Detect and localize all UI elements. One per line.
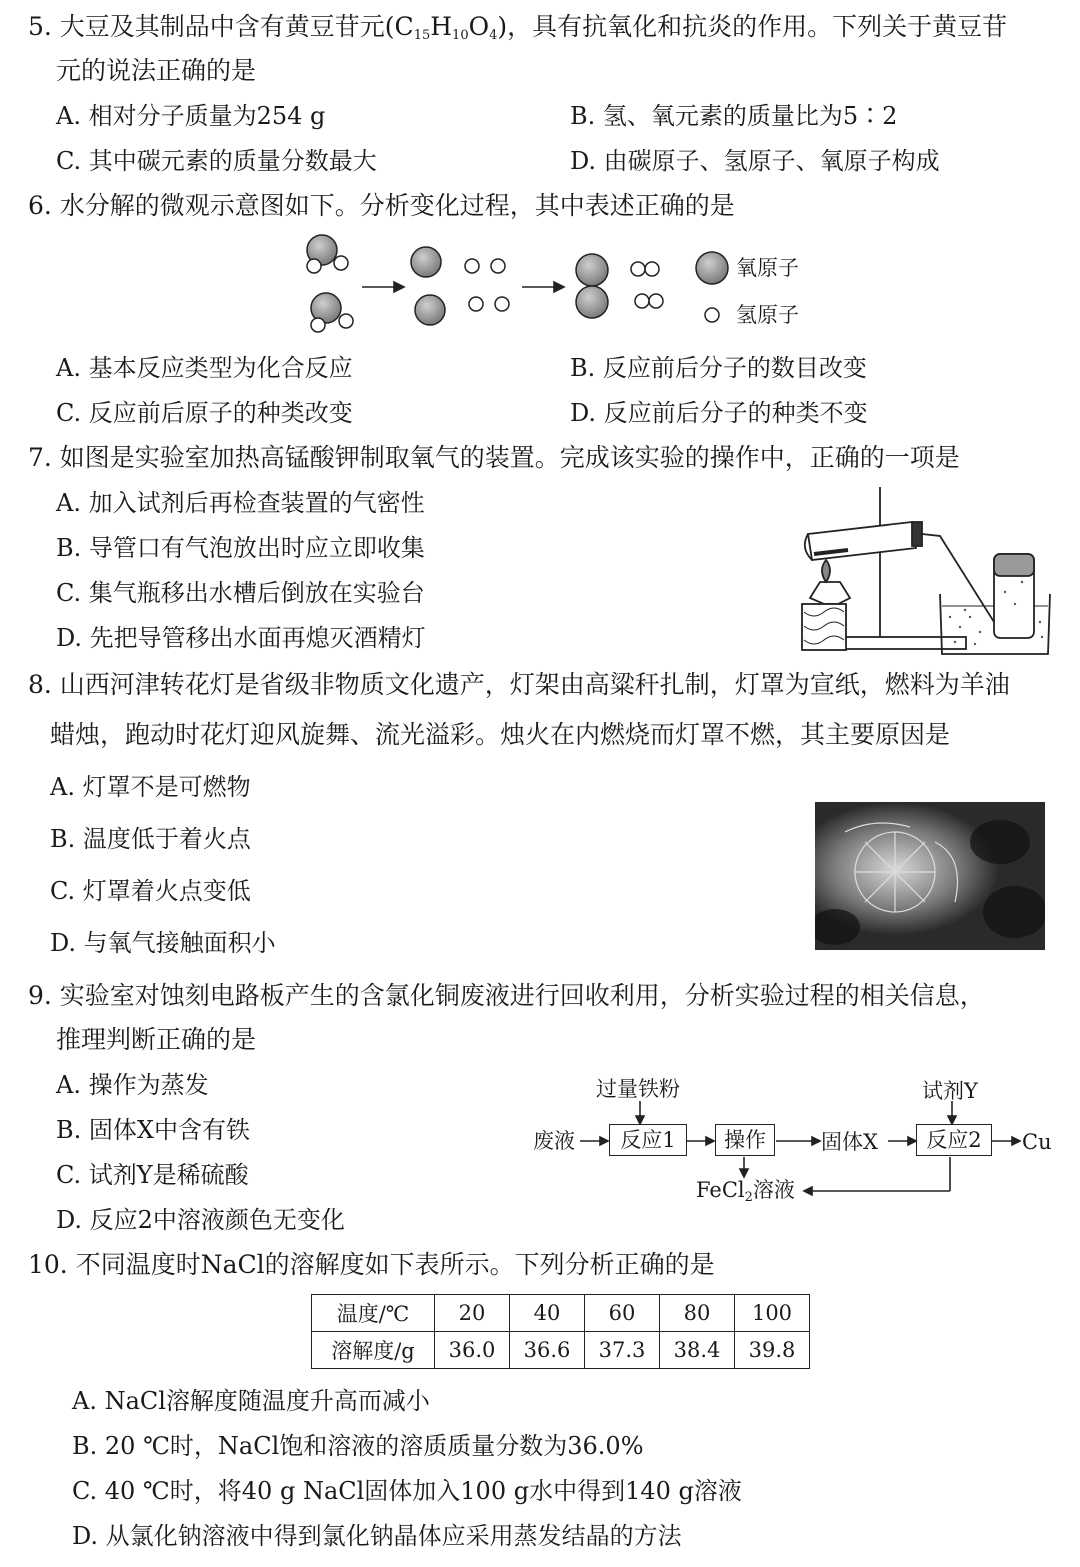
q10-stem: 10. 不同温度时NaCl的溶解度如下表所示。下列分析正确的是	[28, 1250, 715, 1279]
table-cell: 37.3	[585, 1332, 660, 1369]
q8-option-b: B. 温度低于着火点	[50, 825, 251, 853]
table-cell: 20	[435, 1295, 510, 1332]
q7-option-c: C. 集气瓶移出水槽后倒放在实验台	[56, 579, 425, 607]
q8-stem-line2: 蜡烛，跑动时花灯迎风旋舞、流光溢彩。烛火在内燃烧而灯罩不燃，其主要原因是	[50, 720, 951, 749]
flow-iron-label: 过量铁粉	[596, 1077, 680, 1101]
legend-oxygen-symbol	[696, 252, 728, 284]
table-cell: 60	[585, 1295, 660, 1332]
q10-option-c: C. 40 ℃时，将40 g NaCl固体加入100 g水中得到140 g溶液	[72, 1477, 742, 1505]
table-cell: 36.6	[510, 1332, 585, 1369]
q7-option-a: A. 加入试剂后再检查装置的气密性	[56, 489, 425, 517]
table-row-temperature	[312, 1295, 810, 1332]
q5-stem-line2: 元的说法正确的是	[56, 56, 257, 85]
q7-option-d: D. 先把导管移出水面再熄灭酒精灯	[56, 624, 426, 652]
flow-reaction2-box: 反应2	[916, 1124, 992, 1156]
flow-fecl2-label: FeCl$_2$溶液	[696, 1178, 795, 1205]
q9-stem-line2: 推理判断正确的是	[56, 1025, 257, 1054]
q9-option-a: A. 操作为蒸发	[56, 1071, 209, 1099]
water-molecule-2	[311, 293, 353, 332]
table-cell: 溶解度/g	[312, 1332, 435, 1369]
q5-option-a: A. 相对分子质量为254 g	[56, 102, 326, 130]
table-cell: 100	[735, 1295, 810, 1332]
solubility-table	[311, 1294, 810, 1369]
q10-option-a: A. NaCl溶解度随温度升高而减小	[72, 1387, 430, 1415]
lantern-photo	[815, 802, 1045, 950]
flow-reagent-label: 试剂Y	[922, 1079, 978, 1103]
q5-option-b: B. 氢、氧元素的质量比为5∶2	[570, 102, 898, 130]
table-cell: 温度/℃	[312, 1295, 435, 1332]
q7-option-b: B. 导管口有气泡放出时应立即收集	[56, 534, 425, 562]
table-cell: 80	[660, 1295, 735, 1332]
flow-cu-label: Cu	[1022, 1130, 1052, 1154]
q8-stem-line1: 8. 山西河津转花灯是省级非物质文化遗产，灯架由高粱秆扎制，灯罩为宣纸，燃料为羊油	[28, 670, 1010, 699]
q9-option-d: D. 反应2中溶液颜色无变化	[56, 1206, 345, 1234]
q10-option-b: B. 20 ℃时，NaCl饱和溶液的溶质质量分数为36.0%	[72, 1432, 644, 1460]
flow-solid-label: 固体X	[821, 1130, 878, 1154]
q8-option-a: A. 灯罩不是可燃物	[50, 773, 251, 801]
hydrogen-molecules	[631, 262, 663, 308]
table-cell: 38.4	[660, 1332, 735, 1369]
legend-oxygen-label: 氧原子	[736, 256, 799, 280]
q6-option-b: B. 反应前后分子的数目改变	[570, 354, 867, 382]
legend-hydrogen-symbol	[705, 308, 719, 322]
q8-option-c: C. 灯罩着火点变低	[50, 877, 251, 905]
water-molecule-1	[307, 235, 348, 273]
q9-option-c: C. 试剂Y是稀硫酸	[56, 1161, 249, 1189]
oxygen-apparatus-figure	[790, 482, 1062, 662]
q8-option-d: D. 与氧气接触面积小	[50, 929, 276, 957]
table-cell: 40	[510, 1295, 585, 1332]
legend-hydrogen-label: 氢原子	[736, 303, 799, 327]
arrow-1	[362, 282, 404, 292]
separated-atoms	[411, 247, 509, 325]
table-row-solubility	[312, 1332, 810, 1369]
flow-reaction1-box: 反应1	[609, 1124, 687, 1156]
q7-stem: 7. 如图是实验室加热高锰酸钾制取氧气的装置。完成该实验的操作中，正确的一项是	[28, 443, 960, 472]
q6-stem: 6. 水分解的微观示意图如下。分析变化过程，其中表述正确的是	[28, 191, 735, 220]
q10-option-d: D. 从氯化钠溶液中得到氯化钠晶体应采用蒸发结晶的方法	[72, 1522, 682, 1550]
q9-option-b: B. 固体X中含有铁	[56, 1116, 250, 1144]
q6-option-d: D. 反应前后分子的种类不变	[570, 399, 868, 427]
q6-option-a: A. 基本反应类型为化合反应	[56, 354, 353, 382]
q5-option-c: C. 其中碳元素的质量分数最大	[56, 147, 377, 175]
table-cell: 39.8	[735, 1332, 810, 1369]
table-cell: 36.0	[435, 1332, 510, 1369]
q9-stem-line1: 9. 实验室对蚀刻电路板产生的含氯化铜废液进行回收利用，分析实验过程的相关信息，	[28, 981, 985, 1010]
q5-option-d: D. 由碳原子、氢原子、氧原子构成	[570, 147, 940, 175]
flow-waste-label: 废液	[533, 1129, 575, 1153]
flow-operation-box: 操作	[715, 1124, 775, 1156]
q5-stem-line1: 5. 大豆及其制品中含有黄豆苷元$(C_{15}H_{10}O_4)$，具有抗氧化和抗炎的作用。下列关于黄豆苷	[28, 12, 1008, 43]
oxygen-molecule	[576, 254, 608, 318]
q6-option-c: C. 反应前后原子的种类改变	[56, 399, 353, 427]
arrow-2	[522, 282, 564, 292]
